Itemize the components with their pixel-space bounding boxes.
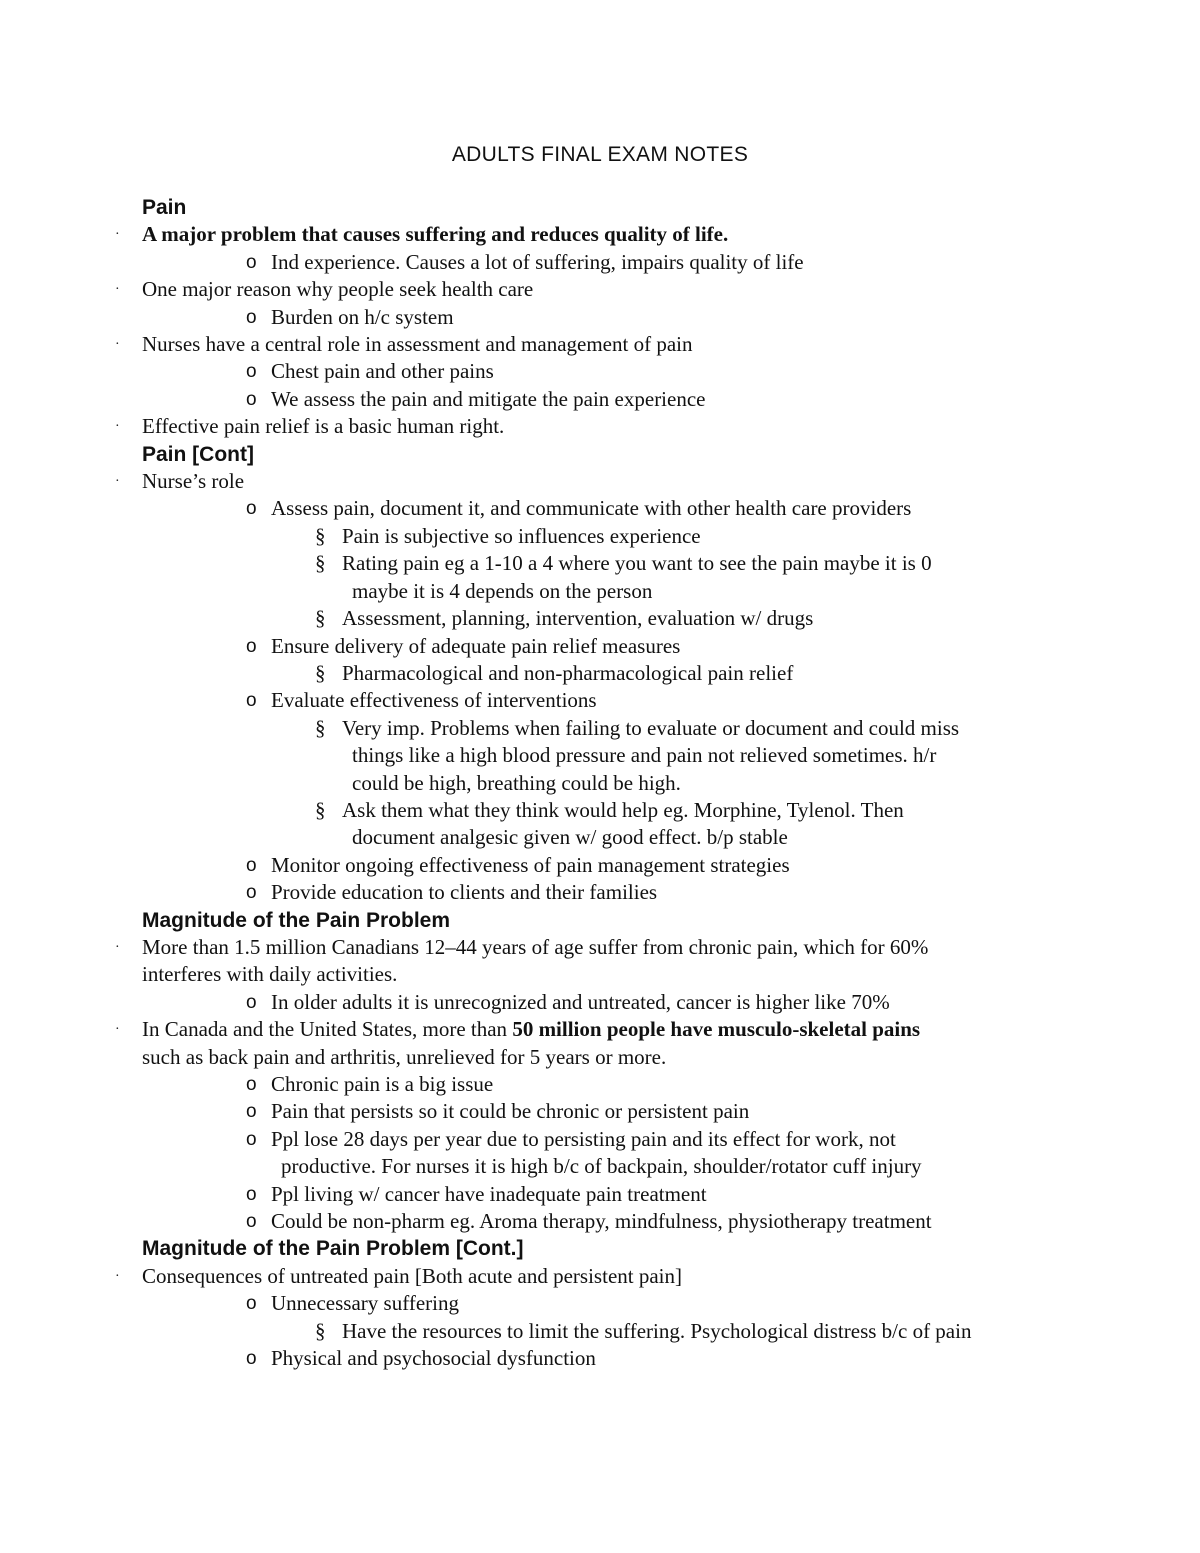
bullet-marker: · (115, 474, 120, 490)
line-text: Consequences of untreated pain [Both acute and persistent pain] (142, 1263, 682, 1288)
bullet-item (0, 1016, 1200, 1043)
line-text: Ask them what they think would help eg. Morphine, Tylenol. Then (342, 797, 904, 822)
section-bullet-item (0, 605, 1200, 632)
bullet-continuation (0, 961, 1200, 988)
sub-bullet-item (0, 1290, 1200, 1317)
bullet-item (0, 468, 1200, 495)
line-text: Pain that persists so it could be chronic or persistent pain (271, 1099, 750, 1124)
bullet-marker: · (115, 939, 120, 955)
sub-marker: o (246, 251, 257, 273)
line-text: could be high, breathing could be high. (352, 770, 681, 795)
section-bullet-item (0, 523, 1200, 550)
line-text: Ensure delivery of adequate pain relief measures (271, 633, 681, 658)
line-text: Monitor ongoing effectiveness of pain management strategies (271, 852, 790, 877)
line-text: One major reason why people seek health care (142, 277, 534, 302)
document-title: ADULTS FINAL EXAM NOTES (451, 143, 749, 166)
bullet-item (0, 221, 1200, 248)
sub-bullet-continuation (0, 1153, 1200, 1180)
line-text: productive. For nurses it is high b/c of backpain, shoulder/rotator cuff injury (281, 1154, 922, 1179)
line-text: Chest pain and other pains (271, 359, 494, 384)
section-marker: § (315, 1318, 326, 1343)
sub-bullet-item (0, 495, 1200, 522)
line-text: We assess the pain and mitigate the pain experience (271, 386, 706, 411)
line-text: More than 1.5 million Canadians 12–44 years of age suffer from chronic pain, which for 60% (142, 934, 929, 959)
section-bullet-item (0, 550, 1200, 577)
line-text: Ppl living w/ cancer have inadequate pain treatment (271, 1181, 707, 1206)
line-text: Physical and psychosocial dysfunction (271, 1346, 596, 1371)
line-text: Very imp. Problems when failing to evaluate or document and could miss (342, 715, 960, 740)
line-text: Magnitude of the Pain Problem [Cont.] (142, 1237, 524, 1261)
sub-marker: o (246, 882, 257, 904)
section-bullet-item (0, 715, 1200, 742)
section-bullet-item (0, 797, 1200, 824)
bullet-item (0, 1263, 1200, 1290)
sub-bullet-item (0, 687, 1200, 714)
line-text: Unnecessary suffering (271, 1291, 459, 1316)
sub-bullet-item (0, 1208, 1200, 1235)
line-text: Rating pain eg a 1-10 a 4 where you want to see the pain maybe it is 0 (342, 551, 932, 576)
line-text: Nurses have a central role in assessment and management of pain (142, 332, 693, 357)
sub-bullet-item (0, 304, 1200, 331)
section-heading (0, 441, 1200, 468)
sub-marker: o (246, 1101, 257, 1123)
line-text: maybe it is 4 depends on the person (352, 578, 653, 603)
section-bullet-item (0, 660, 1200, 687)
line-text: Could be non-pharm eg. Aroma therapy, mindfulness, physiotherapy treatment (271, 1209, 932, 1234)
line-text: Have the resources to limit the suffering. Psychological distress b/c of pain (342, 1318, 972, 1343)
bullet-marker: · (115, 419, 120, 435)
line-text: Pain is subjective so influences experience (342, 523, 701, 548)
sub-marker: o (246, 1348, 257, 1370)
bullet-marker: · (115, 227, 120, 243)
section-marker: § (315, 523, 326, 548)
line-text: things like a high blood pressure and pain not relieved sometimes. h/r (352, 743, 937, 768)
sub-marker: o (246, 991, 257, 1013)
section-bullet-continuation (0, 742, 1200, 769)
sub-marker: o (246, 388, 257, 410)
sub-marker: o (246, 635, 257, 657)
sub-bullet-item (0, 386, 1200, 413)
line-text: document analgesic given w/ good effect. b/p stable (352, 825, 788, 850)
sub-marker: o (246, 1183, 257, 1205)
line-text: Evaluate effectiveness of interventions (271, 688, 597, 713)
section-heading (0, 194, 1200, 221)
section-marker: § (315, 797, 326, 822)
line-text: Pain (142, 196, 187, 219)
sub-bullet-item (0, 633, 1200, 660)
sub-bullet-item (0, 1345, 1200, 1372)
section-heading (0, 1235, 1200, 1262)
bullet-continuation (0, 1044, 1200, 1071)
sub-marker: o (246, 361, 257, 383)
line-text: Magnitude of the Pain Problem (142, 908, 451, 932)
line-text: Ind experience. Causes a lot of suffering, impairs quality of life (271, 249, 804, 274)
sub-bullet-item (0, 358, 1200, 385)
line-text: Pain [Cont] (142, 442, 254, 466)
sub-marker: o (246, 1211, 257, 1233)
bullet-marker: · (115, 337, 120, 353)
sub-bullet-item (0, 1181, 1200, 1208)
line-text: interferes with daily activities. (142, 962, 398, 987)
bold-emphasis: A major problem that causes suffering and reduces quality of life. (142, 222, 729, 247)
line-text: Burden on h/c system (271, 304, 454, 329)
line-text: In older adults it is unrecognized and untreated, cancer is higher like 70% (271, 989, 890, 1014)
bullet-marker: · (115, 1022, 120, 1038)
line-text: Ppl lose 28 days per year due to persisting pain and its effect for work, not (271, 1126, 896, 1151)
sub-marker: o (246, 498, 257, 520)
notes-body (0, 194, 1200, 1372)
sub-bullet-item (0, 989, 1200, 1016)
line-text: Assessment, planning, intervention, evaluation w/ drugs (342, 606, 814, 631)
line-text: Nurse’s role (142, 469, 245, 494)
section-bullet-continuation (0, 770, 1200, 797)
sub-bullet-item (0, 249, 1200, 276)
section-marker: § (315, 606, 326, 631)
bullet-marker: · (115, 282, 120, 298)
line-text: such as back pain and arthritis, unrelieved for 5 years or more. (142, 1044, 667, 1069)
bullet-item (0, 331, 1200, 358)
sub-bullet-item (0, 1126, 1200, 1153)
sub-marker: o (246, 854, 257, 876)
line-text: Chronic pain is a big issue (271, 1072, 494, 1096)
line-text: Assess pain, document it, and communicate with other health care providers (271, 496, 912, 521)
section-marker: § (315, 660, 326, 685)
bullet-item (0, 934, 1200, 961)
line-text: Pharmacological and non-pharmacological pain relief (342, 660, 794, 685)
sub-bullet-item (0, 879, 1200, 906)
section-bullet-continuation (0, 824, 1200, 851)
section-marker: § (315, 551, 326, 576)
section-marker: § (315, 715, 326, 740)
sub-marker: o (246, 306, 257, 328)
bold-emphasis: 50 million people have musculo-skeletal pains (512, 1017, 921, 1042)
line-text: In Canada and the United States, more than (142, 1017, 513, 1042)
sub-bullet-item (0, 852, 1200, 879)
bullet-item (0, 276, 1200, 303)
sub-bullet-item (0, 1071, 1200, 1098)
section-heading (0, 907, 1200, 934)
bullet-marker: · (115, 1268, 120, 1284)
sub-marker: o (246, 1074, 257, 1095)
sub-marker: o (246, 1293, 257, 1315)
sub-marker: o (246, 1128, 257, 1150)
line-text: Provide education to clients and their families (271, 880, 658, 905)
bullet-item (0, 413, 1200, 440)
sub-marker: o (246, 690, 257, 712)
line-text: Effective pain relief is a basic human right. (142, 414, 505, 439)
sub-bullet-item (0, 1098, 1200, 1125)
section-bullet-item (0, 1318, 1200, 1345)
section-bullet-continuation (0, 578, 1200, 605)
